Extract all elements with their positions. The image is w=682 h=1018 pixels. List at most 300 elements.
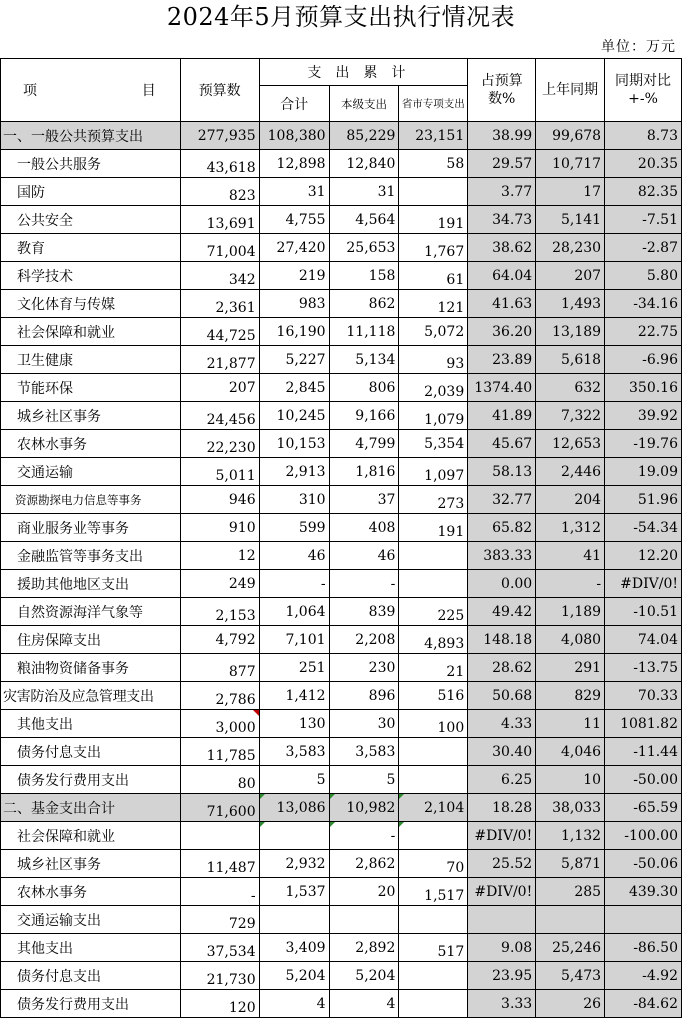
budget-cell: 11,487 xyxy=(180,850,259,878)
total-cell: 3,583 xyxy=(259,738,329,766)
row-name: 一、一般公共预算支出 xyxy=(1,122,181,150)
special-cell: 61 xyxy=(399,262,468,290)
table-row xyxy=(1,682,682,710)
pct-cell: 1374.40 xyxy=(468,374,536,402)
header-pct: 占预算数% xyxy=(468,59,536,122)
yoy-cell xyxy=(605,906,682,934)
total-cell: 27,420 xyxy=(259,234,329,262)
local-cell: 30 xyxy=(329,710,399,738)
yoy-cell: 22.75 xyxy=(605,318,682,346)
table-row xyxy=(1,374,682,402)
local-cell: - xyxy=(329,822,399,850)
table-row xyxy=(1,514,682,542)
special-cell: 1,767 xyxy=(399,234,468,262)
budget-cell: 5,011 xyxy=(180,458,259,486)
total-cell: 1,537 xyxy=(259,878,329,906)
row-name: 二、基金支出合计 xyxy=(1,794,181,822)
local-cell: 839 xyxy=(329,598,399,626)
local-cell: 5,134 xyxy=(329,346,399,374)
yoy-cell: -11.44 xyxy=(605,738,682,766)
header-total: 合计 xyxy=(259,86,329,122)
table-row xyxy=(1,150,682,178)
pct-cell: 41.63 xyxy=(468,290,536,318)
special-cell xyxy=(399,822,468,850)
yoy-cell: -6.96 xyxy=(605,346,682,374)
table-row xyxy=(1,402,682,430)
local-cell: 896 xyxy=(329,682,399,710)
total-cell: 108,380 xyxy=(259,122,329,150)
row-name: 城乡社区事务 xyxy=(1,850,181,878)
table-row xyxy=(1,710,682,738)
pct-cell: #DIV/0! xyxy=(468,878,536,906)
special-cell xyxy=(399,570,468,598)
yoy-cell: 70.33 xyxy=(605,682,682,710)
table-row xyxy=(1,850,682,878)
header-item xyxy=(1,59,181,122)
yoy-cell: 12.20 xyxy=(605,542,682,570)
special-cell: 2,039 xyxy=(399,374,468,402)
pct-cell: 65.82 xyxy=(468,514,536,542)
total-cell: 16,190 xyxy=(259,318,329,346)
yoy-cell: -100.00 xyxy=(605,822,682,850)
local-cell: 806 xyxy=(329,374,399,402)
special-cell: 191 xyxy=(399,206,468,234)
local-cell: 25,653 xyxy=(329,234,399,262)
budget-cell xyxy=(180,822,259,850)
special-cell: 225 xyxy=(399,598,468,626)
row-name: 资源勘探电力信息等事务 xyxy=(1,486,181,514)
yoy-cell: -2.87 xyxy=(605,234,682,262)
budget-cell: 21,730 xyxy=(180,962,259,990)
total-cell: 3,409 xyxy=(259,934,329,962)
row-name: 节能环保 xyxy=(1,374,181,402)
yoy-cell: -10.51 xyxy=(605,598,682,626)
special-cell: 1,517 xyxy=(399,878,468,906)
last-year-cell: 25,246 xyxy=(536,934,605,962)
total-cell: 2,913 xyxy=(259,458,329,486)
special-cell: 23,151 xyxy=(399,122,468,150)
yoy-cell: -34.16 xyxy=(605,290,682,318)
header-last-year: 上年同期 xyxy=(536,59,605,122)
yoy-cell: 8.73 xyxy=(605,122,682,150)
yoy-cell: 19.09 xyxy=(605,458,682,486)
last-year-cell: 1,189 xyxy=(536,598,605,626)
table-row xyxy=(1,262,682,290)
table-row xyxy=(1,626,682,654)
pct-cell: 6.25 xyxy=(468,766,536,794)
special-cell xyxy=(399,906,468,934)
pct-cell: 45.67 xyxy=(468,430,536,458)
header-local: 本级支出 xyxy=(329,86,399,122)
row-name: 其他支出 xyxy=(1,710,181,738)
special-cell: 5,072 xyxy=(399,318,468,346)
budget-cell: 71,004 xyxy=(180,234,259,262)
total-cell: 10,245 xyxy=(259,402,329,430)
total-cell: 10,153 xyxy=(259,430,329,458)
local-cell: 31 xyxy=(329,178,399,206)
local-cell: 85,229 xyxy=(329,122,399,150)
budget-cell: 3,000 xyxy=(180,710,259,738)
table-row xyxy=(1,794,682,822)
special-cell: 2,104 xyxy=(399,794,468,822)
row-name: 交通运输支出 xyxy=(1,906,181,934)
pct-cell: 41.89 xyxy=(468,402,536,430)
last-year-cell: 5,871 xyxy=(536,850,605,878)
last-year-cell: 10 xyxy=(536,766,605,794)
special-cell: 100 xyxy=(399,710,468,738)
row-name: 债务付息支出 xyxy=(1,738,181,766)
total-cell xyxy=(259,906,329,934)
local-cell: 9,166 xyxy=(329,402,399,430)
row-name: 农林水事务 xyxy=(1,878,181,906)
pct-cell: 148.18 xyxy=(468,626,536,654)
last-year-cell: 13,189 xyxy=(536,318,605,346)
row-name: 自然资源海洋气象等 xyxy=(1,598,181,626)
yoy-cell: -86.50 xyxy=(605,934,682,962)
total-cell: 2,845 xyxy=(259,374,329,402)
total-cell: 46 xyxy=(259,542,329,570)
total-cell: 130 xyxy=(259,710,329,738)
local-cell: 2,208 xyxy=(329,626,399,654)
last-year-cell xyxy=(536,906,605,934)
pct-cell: 34.73 xyxy=(468,206,536,234)
special-cell: 1,097 xyxy=(399,458,468,486)
special-cell xyxy=(399,990,468,1018)
budget-cell: 207 xyxy=(180,374,259,402)
row-name: 文化体育与传媒 xyxy=(1,290,181,318)
total-cell: 4,755 xyxy=(259,206,329,234)
last-year-cell: 17 xyxy=(536,178,605,206)
total-cell: 13,086 xyxy=(259,794,329,822)
pct-cell: 18.28 xyxy=(468,794,536,822)
special-cell: 93 xyxy=(399,346,468,374)
total-cell: 12,898 xyxy=(259,150,329,178)
last-year-cell: 207 xyxy=(536,262,605,290)
budget-cell: 342 xyxy=(180,262,259,290)
total-cell: 7,101 xyxy=(259,626,329,654)
last-year-cell: 28,230 xyxy=(536,234,605,262)
yoy-cell: 20.35 xyxy=(605,150,682,178)
row-name: 社会保障和就业 xyxy=(1,822,181,850)
last-year-cell: 291 xyxy=(536,654,605,682)
row-name: 农林水事务 xyxy=(1,430,181,458)
total-cell: 4 xyxy=(259,990,329,1018)
header-item-left: 项 xyxy=(23,83,37,99)
row-name: 金融监管等事务支出 xyxy=(1,542,181,570)
header-yoy: 同期对比+-% xyxy=(605,59,682,122)
last-year-cell: 10,717 xyxy=(536,150,605,178)
budget-cell: 24,456 xyxy=(180,402,259,430)
pct-cell: 0.00 xyxy=(468,570,536,598)
special-cell: 5,354 xyxy=(399,430,468,458)
pct-cell: 383.33 xyxy=(468,542,536,570)
table-row xyxy=(1,570,682,598)
budget-cell: 2,786 xyxy=(180,682,259,710)
local-cell: 4,799 xyxy=(329,430,399,458)
table-row xyxy=(1,878,682,906)
local-cell: 862 xyxy=(329,290,399,318)
local-cell: 4,564 xyxy=(329,206,399,234)
special-cell: 70 xyxy=(399,850,468,878)
table-row xyxy=(1,654,682,682)
row-name: 债务发行费用支出 xyxy=(1,766,181,794)
row-name: 粮油物资储备事务 xyxy=(1,654,181,682)
pct-cell: 3.77 xyxy=(468,178,536,206)
local-cell: 5,204 xyxy=(329,962,399,990)
pct-cell: 4.33 xyxy=(468,710,536,738)
budget-cell: 910 xyxy=(180,514,259,542)
local-cell: 37 xyxy=(329,486,399,514)
table-row xyxy=(1,486,682,514)
budget-cell: 21,877 xyxy=(180,346,259,374)
local-cell: 2,862 xyxy=(329,850,399,878)
total-cell: 251 xyxy=(259,654,329,682)
header-item-right: 目 xyxy=(141,83,156,99)
pct-cell xyxy=(468,906,536,934)
table-row xyxy=(1,122,682,150)
local-cell: 230 xyxy=(329,654,399,682)
table-row xyxy=(1,178,682,206)
pct-cell: 9.08 xyxy=(468,934,536,962)
pct-cell: 3.33 xyxy=(468,990,536,1018)
table-row xyxy=(1,738,682,766)
budget-cell: 12 xyxy=(180,542,259,570)
special-cell: 121 xyxy=(399,290,468,318)
budget-cell: 13,691 xyxy=(180,206,259,234)
last-year-cell: 829 xyxy=(536,682,605,710)
last-year-cell: 5,618 xyxy=(536,346,605,374)
special-cell xyxy=(399,738,468,766)
row-name: 社会保障和就业 xyxy=(1,318,181,346)
last-year-cell: 1,312 xyxy=(536,514,605,542)
last-year-cell: 204 xyxy=(536,486,605,514)
pct-cell: 50.68 xyxy=(468,682,536,710)
last-year-cell: 5,141 xyxy=(536,206,605,234)
total-cell: 310 xyxy=(259,486,329,514)
total-cell: 2,932 xyxy=(259,850,329,878)
yoy-cell: -50.00 xyxy=(605,766,682,794)
yoy-cell: -84.62 xyxy=(605,990,682,1018)
local-cell: 20 xyxy=(329,878,399,906)
pct-cell: 38.62 xyxy=(468,234,536,262)
budget-cell: 37,534 xyxy=(180,934,259,962)
total-cell: 599 xyxy=(259,514,329,542)
local-cell: 3,583 xyxy=(329,738,399,766)
header-budget: 预算数 xyxy=(180,59,259,122)
table-row xyxy=(1,962,682,990)
budget-cell: 120 xyxy=(180,990,259,1018)
pct-cell: #DIV/0! xyxy=(468,822,536,850)
local-cell: 10,982 xyxy=(329,794,399,822)
budget-cell: 80 xyxy=(180,766,259,794)
table-row xyxy=(1,990,682,1018)
budget-cell: 71,600 xyxy=(180,794,259,822)
special-cell: 58 xyxy=(399,150,468,178)
special-cell: 273 xyxy=(399,486,468,514)
pct-cell: 30.40 xyxy=(468,738,536,766)
budget-table xyxy=(0,58,682,1018)
table-row xyxy=(1,822,682,850)
row-name: 卫生健康 xyxy=(1,346,181,374)
total-cell: 1,064 xyxy=(259,598,329,626)
yoy-cell: 51.96 xyxy=(605,486,682,514)
pct-cell: 64.04 xyxy=(468,262,536,290)
row-name: 住房保障支出 xyxy=(1,626,181,654)
local-cell xyxy=(329,906,399,934)
last-year-cell: 7,322 xyxy=(536,402,605,430)
pct-cell: 28.62 xyxy=(468,654,536,682)
special-cell: 1,079 xyxy=(399,402,468,430)
total-cell: - xyxy=(259,570,329,598)
last-year-cell: 99,678 xyxy=(536,122,605,150)
last-year-cell: 4,046 xyxy=(536,738,605,766)
budget-cell: 2,153 xyxy=(180,598,259,626)
budget-cell: - xyxy=(180,878,259,906)
budget-cell: 823 xyxy=(180,178,259,206)
budget-cell: 43,618 xyxy=(180,150,259,178)
budget-cell: 22,230 xyxy=(180,430,259,458)
table-row xyxy=(1,430,682,458)
yoy-cell: -50.06 xyxy=(605,850,682,878)
last-year-cell: 1,493 xyxy=(536,290,605,318)
last-year-cell: 41 xyxy=(536,542,605,570)
row-name: 一般公共服务 xyxy=(1,150,181,178)
table-row xyxy=(1,766,682,794)
unit-label: 单位：万元 xyxy=(601,39,676,55)
row-name: 科学技术 xyxy=(1,262,181,290)
total-cell: 5 xyxy=(259,766,329,794)
special-cell xyxy=(399,542,468,570)
yoy-cell: -13.75 xyxy=(605,654,682,682)
total-cell: 5,227 xyxy=(259,346,329,374)
yoy-cell: 5.80 xyxy=(605,262,682,290)
yoy-cell: 74.04 xyxy=(605,626,682,654)
yoy-cell: 39.92 xyxy=(605,402,682,430)
yoy-cell: 82.35 xyxy=(605,178,682,206)
budget-cell: 11,785 xyxy=(180,738,259,766)
local-cell: 5 xyxy=(329,766,399,794)
pct-cell: 36.20 xyxy=(468,318,536,346)
row-name: 国防 xyxy=(1,178,181,206)
local-cell: 46 xyxy=(329,542,399,570)
budget-cell: 877 xyxy=(180,654,259,682)
table-row xyxy=(1,934,682,962)
header-row-1 xyxy=(1,59,682,86)
local-cell: 12,840 xyxy=(329,150,399,178)
total-cell: 219 xyxy=(259,262,329,290)
row-name: 援助其他地区支出 xyxy=(1,570,181,598)
total-cell: 5,204 xyxy=(259,962,329,990)
last-year-cell: 285 xyxy=(536,878,605,906)
budget-cell: 729 xyxy=(180,906,259,934)
row-name: 其他支出 xyxy=(1,934,181,962)
last-year-cell: - xyxy=(536,570,605,598)
yoy-cell: 1081.82 xyxy=(605,710,682,738)
yoy-cell: -54.34 xyxy=(605,514,682,542)
yoy-cell: -19.76 xyxy=(605,430,682,458)
row-name: 公共安全 xyxy=(1,206,181,234)
last-year-cell: 5,473 xyxy=(536,962,605,990)
last-year-cell: 12,653 xyxy=(536,430,605,458)
pct-cell: 25.52 xyxy=(468,850,536,878)
row-name: 教育 xyxy=(1,234,181,262)
total-cell: 31 xyxy=(259,178,329,206)
yoy-cell: 350.16 xyxy=(605,374,682,402)
special-cell: 4,893 xyxy=(399,626,468,654)
yoy-cell: 439.30 xyxy=(605,878,682,906)
special-cell xyxy=(399,766,468,794)
yoy-cell: #DIV/0! xyxy=(605,570,682,598)
table-row xyxy=(1,542,682,570)
yoy-cell: -7.51 xyxy=(605,206,682,234)
pct-cell: 38.99 xyxy=(468,122,536,150)
pct-cell: 32.77 xyxy=(468,486,536,514)
table-row xyxy=(1,906,682,934)
last-year-cell: 2,446 xyxy=(536,458,605,486)
total-cell xyxy=(259,822,329,850)
table-row xyxy=(1,458,682,486)
special-cell: 191 xyxy=(399,514,468,542)
local-cell: 158 xyxy=(329,262,399,290)
row-name: 债务发行费用支出 xyxy=(1,990,181,1018)
yoy-cell: -65.59 xyxy=(605,794,682,822)
header-provincial: 省市专项支出 xyxy=(399,86,468,122)
last-year-cell: 26 xyxy=(536,990,605,1018)
last-year-cell: 1,132 xyxy=(536,822,605,850)
budget-cell: 44,725 xyxy=(180,318,259,346)
local-cell: 11,118 xyxy=(329,318,399,346)
pct-cell: 23.95 xyxy=(468,962,536,990)
table-row xyxy=(1,598,682,626)
special-cell: 21 xyxy=(399,654,468,682)
special-cell: 517 xyxy=(399,934,468,962)
special-cell xyxy=(399,962,468,990)
pct-cell: 49.42 xyxy=(468,598,536,626)
local-cell: 1,816 xyxy=(329,458,399,486)
budget-cell: 4,792 xyxy=(180,626,259,654)
table-row xyxy=(1,346,682,374)
special-cell: 516 xyxy=(399,682,468,710)
special-cell xyxy=(399,178,468,206)
header-cumulative: 支出累计 xyxy=(259,59,468,86)
local-cell: 2,892 xyxy=(329,934,399,962)
last-year-cell: 11 xyxy=(536,710,605,738)
row-name: 交通运输 xyxy=(1,458,181,486)
table-row xyxy=(1,234,682,262)
row-name: 城乡社区事务 xyxy=(1,402,181,430)
table-row xyxy=(1,206,682,234)
local-cell: 408 xyxy=(329,514,399,542)
local-cell: 4 xyxy=(329,990,399,1018)
row-name: 债务付息支出 xyxy=(1,962,181,990)
local-cell: - xyxy=(329,570,399,598)
pct-cell: 29.57 xyxy=(468,150,536,178)
page-title: 2024年5月预算支出执行情况表 xyxy=(166,3,516,31)
last-year-cell: 38,033 xyxy=(536,794,605,822)
total-cell: 983 xyxy=(259,290,329,318)
table-row xyxy=(1,318,682,346)
row-name: 商业服务业等事务 xyxy=(1,514,181,542)
budget-cell: 249 xyxy=(180,570,259,598)
budget-cell: 2,361 xyxy=(180,290,259,318)
last-year-cell: 4,080 xyxy=(536,626,605,654)
budget-cell: 946 xyxy=(180,486,259,514)
budget-cell: 277,935 xyxy=(180,122,259,150)
total-cell: 1,412 xyxy=(259,682,329,710)
yoy-cell: -4.92 xyxy=(605,962,682,990)
pct-cell: 23.89 xyxy=(468,346,536,374)
row-name: 灾害防治及应急管理支出 xyxy=(1,682,181,710)
